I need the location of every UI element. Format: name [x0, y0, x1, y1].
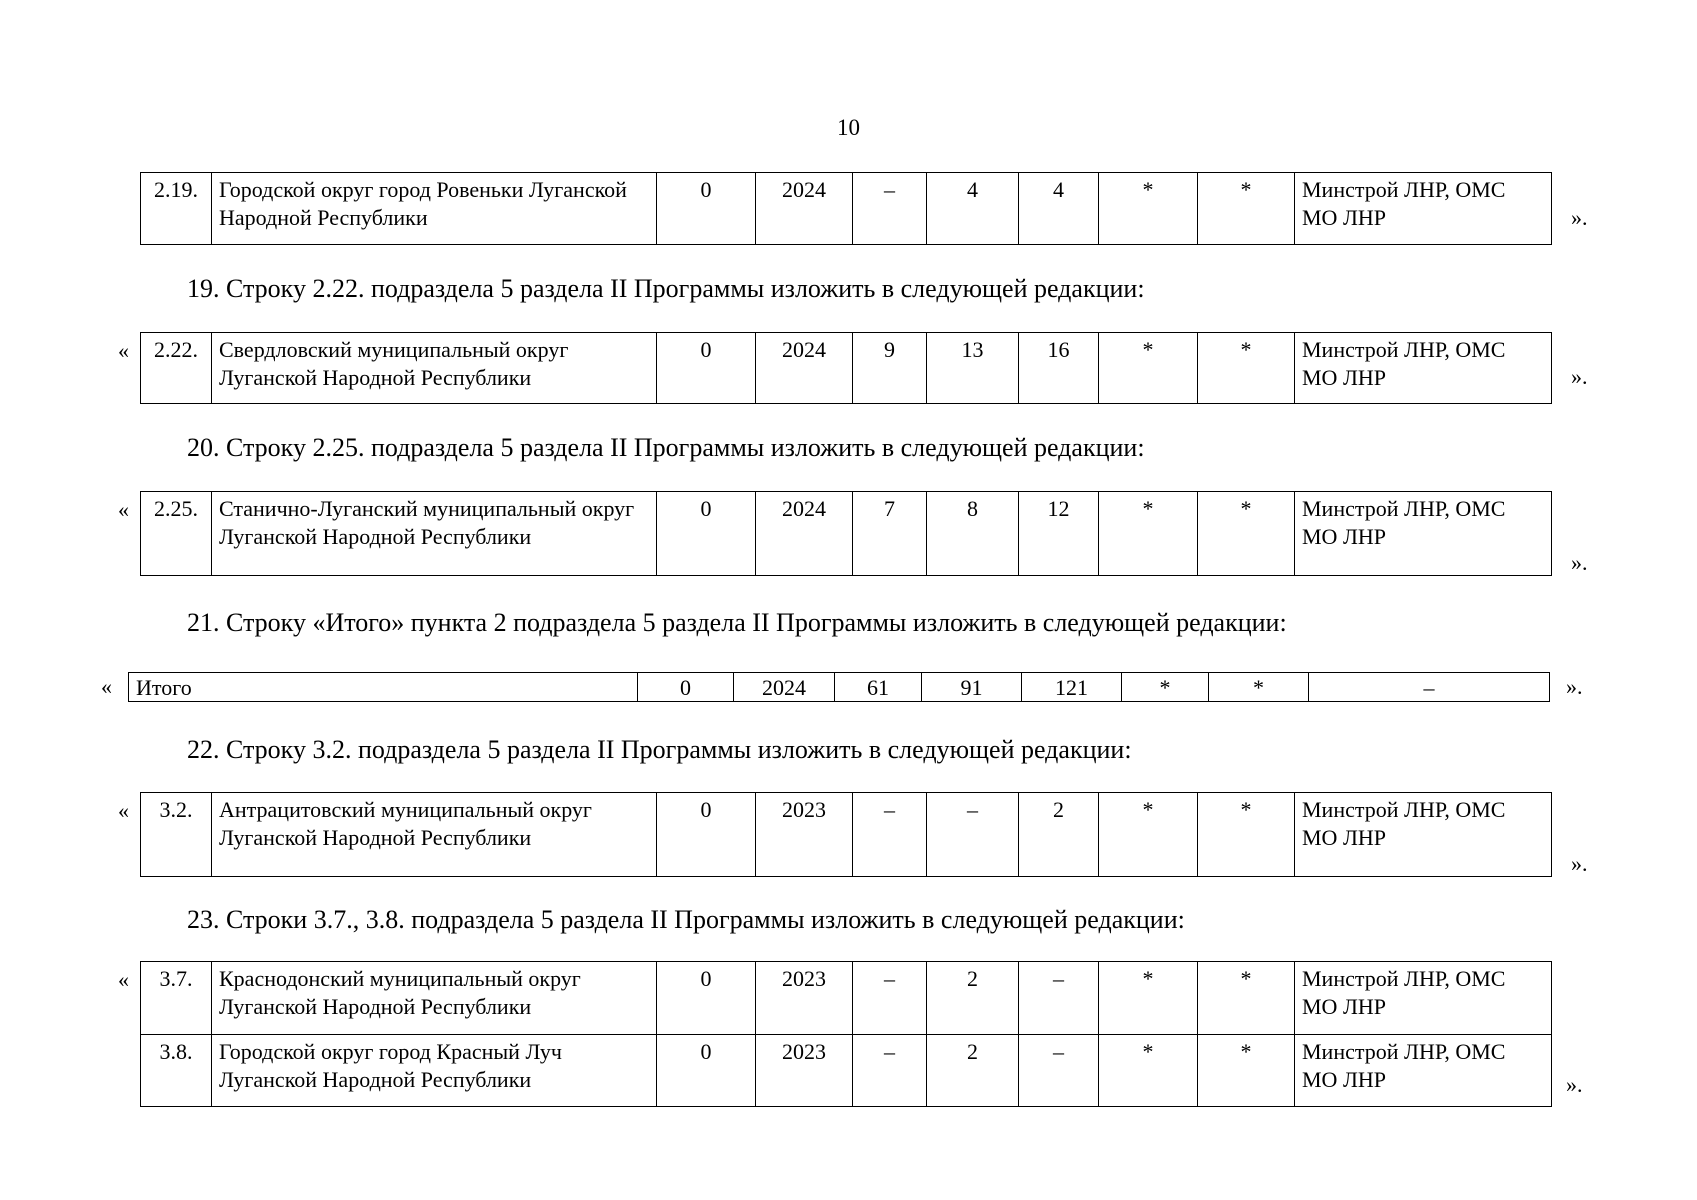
row-value-1: 0	[657, 492, 756, 576]
table-rows-3-7-3-8	[140, 961, 1552, 1107]
total-value-5: 121	[1022, 673, 1122, 702]
amendment-item-22: 22. Строку 3.2. подраздела 5 раздела II Программы изложить в следующей редакции:	[187, 735, 1132, 764]
row-number: 3.2.	[141, 793, 212, 877]
row-number: 3.8.	[141, 1035, 212, 1107]
row-value-4: 13	[927, 333, 1019, 404]
table-row	[141, 1035, 1552, 1107]
row-municipality: Городской округ город Ровеньки Луганской Народной Республики	[212, 173, 657, 245]
close-quote: ».	[1571, 851, 1588, 876]
total-value-3: 61	[835, 673, 922, 702]
row-value-5: –	[1019, 1035, 1099, 1107]
row-municipality: Краснодонский муниципальный округ Луганской Народной Республики	[212, 962, 657, 1035]
row-municipality: Свердловский муниципальный округ Луганской Народной Республики	[212, 333, 657, 404]
row-value-7: *	[1198, 962, 1295, 1035]
row-value-4: 8	[927, 492, 1019, 576]
row-value-3: 7	[853, 492, 927, 576]
row-value-5: 4	[1019, 173, 1099, 245]
total-label: Итого	[129, 673, 638, 702]
table-row	[141, 793, 1552, 877]
row-value-3: –	[853, 1035, 927, 1107]
row-value-3: –	[853, 962, 927, 1035]
row-value-6: *	[1099, 962, 1198, 1035]
open-quote: «	[101, 674, 112, 699]
row-year: 2024	[756, 173, 853, 245]
row-value-5: –	[1019, 962, 1099, 1035]
row-value-5: 2	[1019, 793, 1099, 877]
row-value-1: 0	[657, 1035, 756, 1107]
row-year: 2024	[756, 492, 853, 576]
row-value-1: 0	[657, 173, 756, 245]
row-value-4: 4	[927, 173, 1019, 245]
row-year: 2023	[756, 962, 853, 1035]
table-row	[141, 962, 1552, 1035]
table-row	[129, 673, 1550, 702]
row-value-7: *	[1198, 1035, 1295, 1107]
table-row	[141, 492, 1552, 576]
total-executor: –	[1309, 673, 1550, 702]
row-year: 2024	[756, 333, 853, 404]
table-row	[141, 173, 1552, 245]
close-quote: ».	[1571, 550, 1588, 575]
row-value-1: 0	[657, 793, 756, 877]
amendment-item-19: 19. Строку 2.22. подраздела 5 раздела II Программы изложить в следующей редакции:	[187, 274, 1145, 303]
total-value-7: *	[1209, 673, 1309, 702]
row-value-6: *	[1099, 793, 1198, 877]
table-row-2-22	[140, 332, 1552, 404]
row-value-3: –	[853, 173, 927, 245]
open-quote: «	[118, 967, 129, 992]
row-value-3: –	[853, 793, 927, 877]
amendment-item-20: 20. Строку 2.25. подраздела 5 раздела II Программы изложить в следующей редакции:	[187, 433, 1145, 462]
row-year: 2023	[756, 1035, 853, 1107]
row-value-5: 12	[1019, 492, 1099, 576]
amendment-item-21: 21. Строку «Итого» пункта 2 подраздела 5 раздела II Программы изложить в следующей редакции:	[187, 608, 1287, 637]
row-municipality: Городской округ город Красный Луч Луганской Народной Республики	[212, 1035, 657, 1107]
row-value-6: *	[1099, 173, 1198, 245]
amendment-item-23: 23. Строки 3.7., 3.8. подраздела 5 раздела II Программы изложить в следующей редакции:	[187, 905, 1185, 934]
row-number: 2.19.	[141, 173, 212, 245]
row-executor: Минстрой ЛНР, ОМС МО ЛНР	[1295, 1035, 1552, 1107]
row-municipality: Станично-Луганский муниципальный округ Луганской Народной Республики	[212, 492, 657, 576]
close-quote: ».	[1566, 674, 1583, 699]
close-quote: ».	[1566, 1072, 1583, 1097]
row-value-4: 2	[927, 962, 1019, 1035]
table-row-2-25	[140, 491, 1552, 576]
table-row-total	[128, 672, 1550, 702]
row-value-1: 0	[657, 333, 756, 404]
row-number: 2.22.	[141, 333, 212, 404]
open-quote: «	[118, 497, 129, 522]
table-row	[141, 333, 1552, 404]
row-value-3: 9	[853, 333, 927, 404]
close-quote: ».	[1571, 205, 1588, 230]
row-executor: Минстрой ЛНР, ОМС МО ЛНР	[1295, 793, 1552, 877]
table-row-3-2	[140, 792, 1552, 877]
row-executor: Минстрой ЛНР, ОМС МО ЛНР	[1295, 333, 1552, 404]
total-value-4: 91	[922, 673, 1022, 702]
row-value-6: *	[1099, 1035, 1198, 1107]
row-value-7: *	[1198, 793, 1295, 877]
row-number: 2.25.	[141, 492, 212, 576]
row-value-5: 16	[1019, 333, 1099, 404]
table-row-2-19	[140, 172, 1552, 245]
open-quote: «	[118, 798, 129, 823]
total-value-6: *	[1122, 673, 1209, 702]
row-value-6: *	[1099, 333, 1198, 404]
row-value-7: *	[1198, 173, 1295, 245]
row-executor: Минстрой ЛНР, ОМС МО ЛНР	[1295, 962, 1552, 1035]
row-number: 3.7.	[141, 962, 212, 1035]
total-year: 2024	[734, 673, 835, 702]
row-value-4: –	[927, 793, 1019, 877]
total-value-1: 0	[638, 673, 734, 702]
row-executor: Минстрой ЛНР, ОМС МО ЛНР	[1295, 492, 1552, 576]
page-number: 10	[837, 115, 860, 140]
row-value-7: *	[1198, 492, 1295, 576]
row-value-6: *	[1099, 492, 1198, 576]
close-quote: ».	[1571, 364, 1588, 389]
open-quote: «	[118, 338, 129, 363]
row-year: 2023	[756, 793, 853, 877]
row-value-4: 2	[927, 1035, 1019, 1107]
row-value-1: 0	[657, 962, 756, 1035]
row-executor: Минстрой ЛНР, ОМС МО ЛНР	[1295, 173, 1552, 245]
row-municipality: Антрацитовский муниципальный округ Луганской Народной Республики	[212, 793, 657, 877]
row-value-7: *	[1198, 333, 1295, 404]
